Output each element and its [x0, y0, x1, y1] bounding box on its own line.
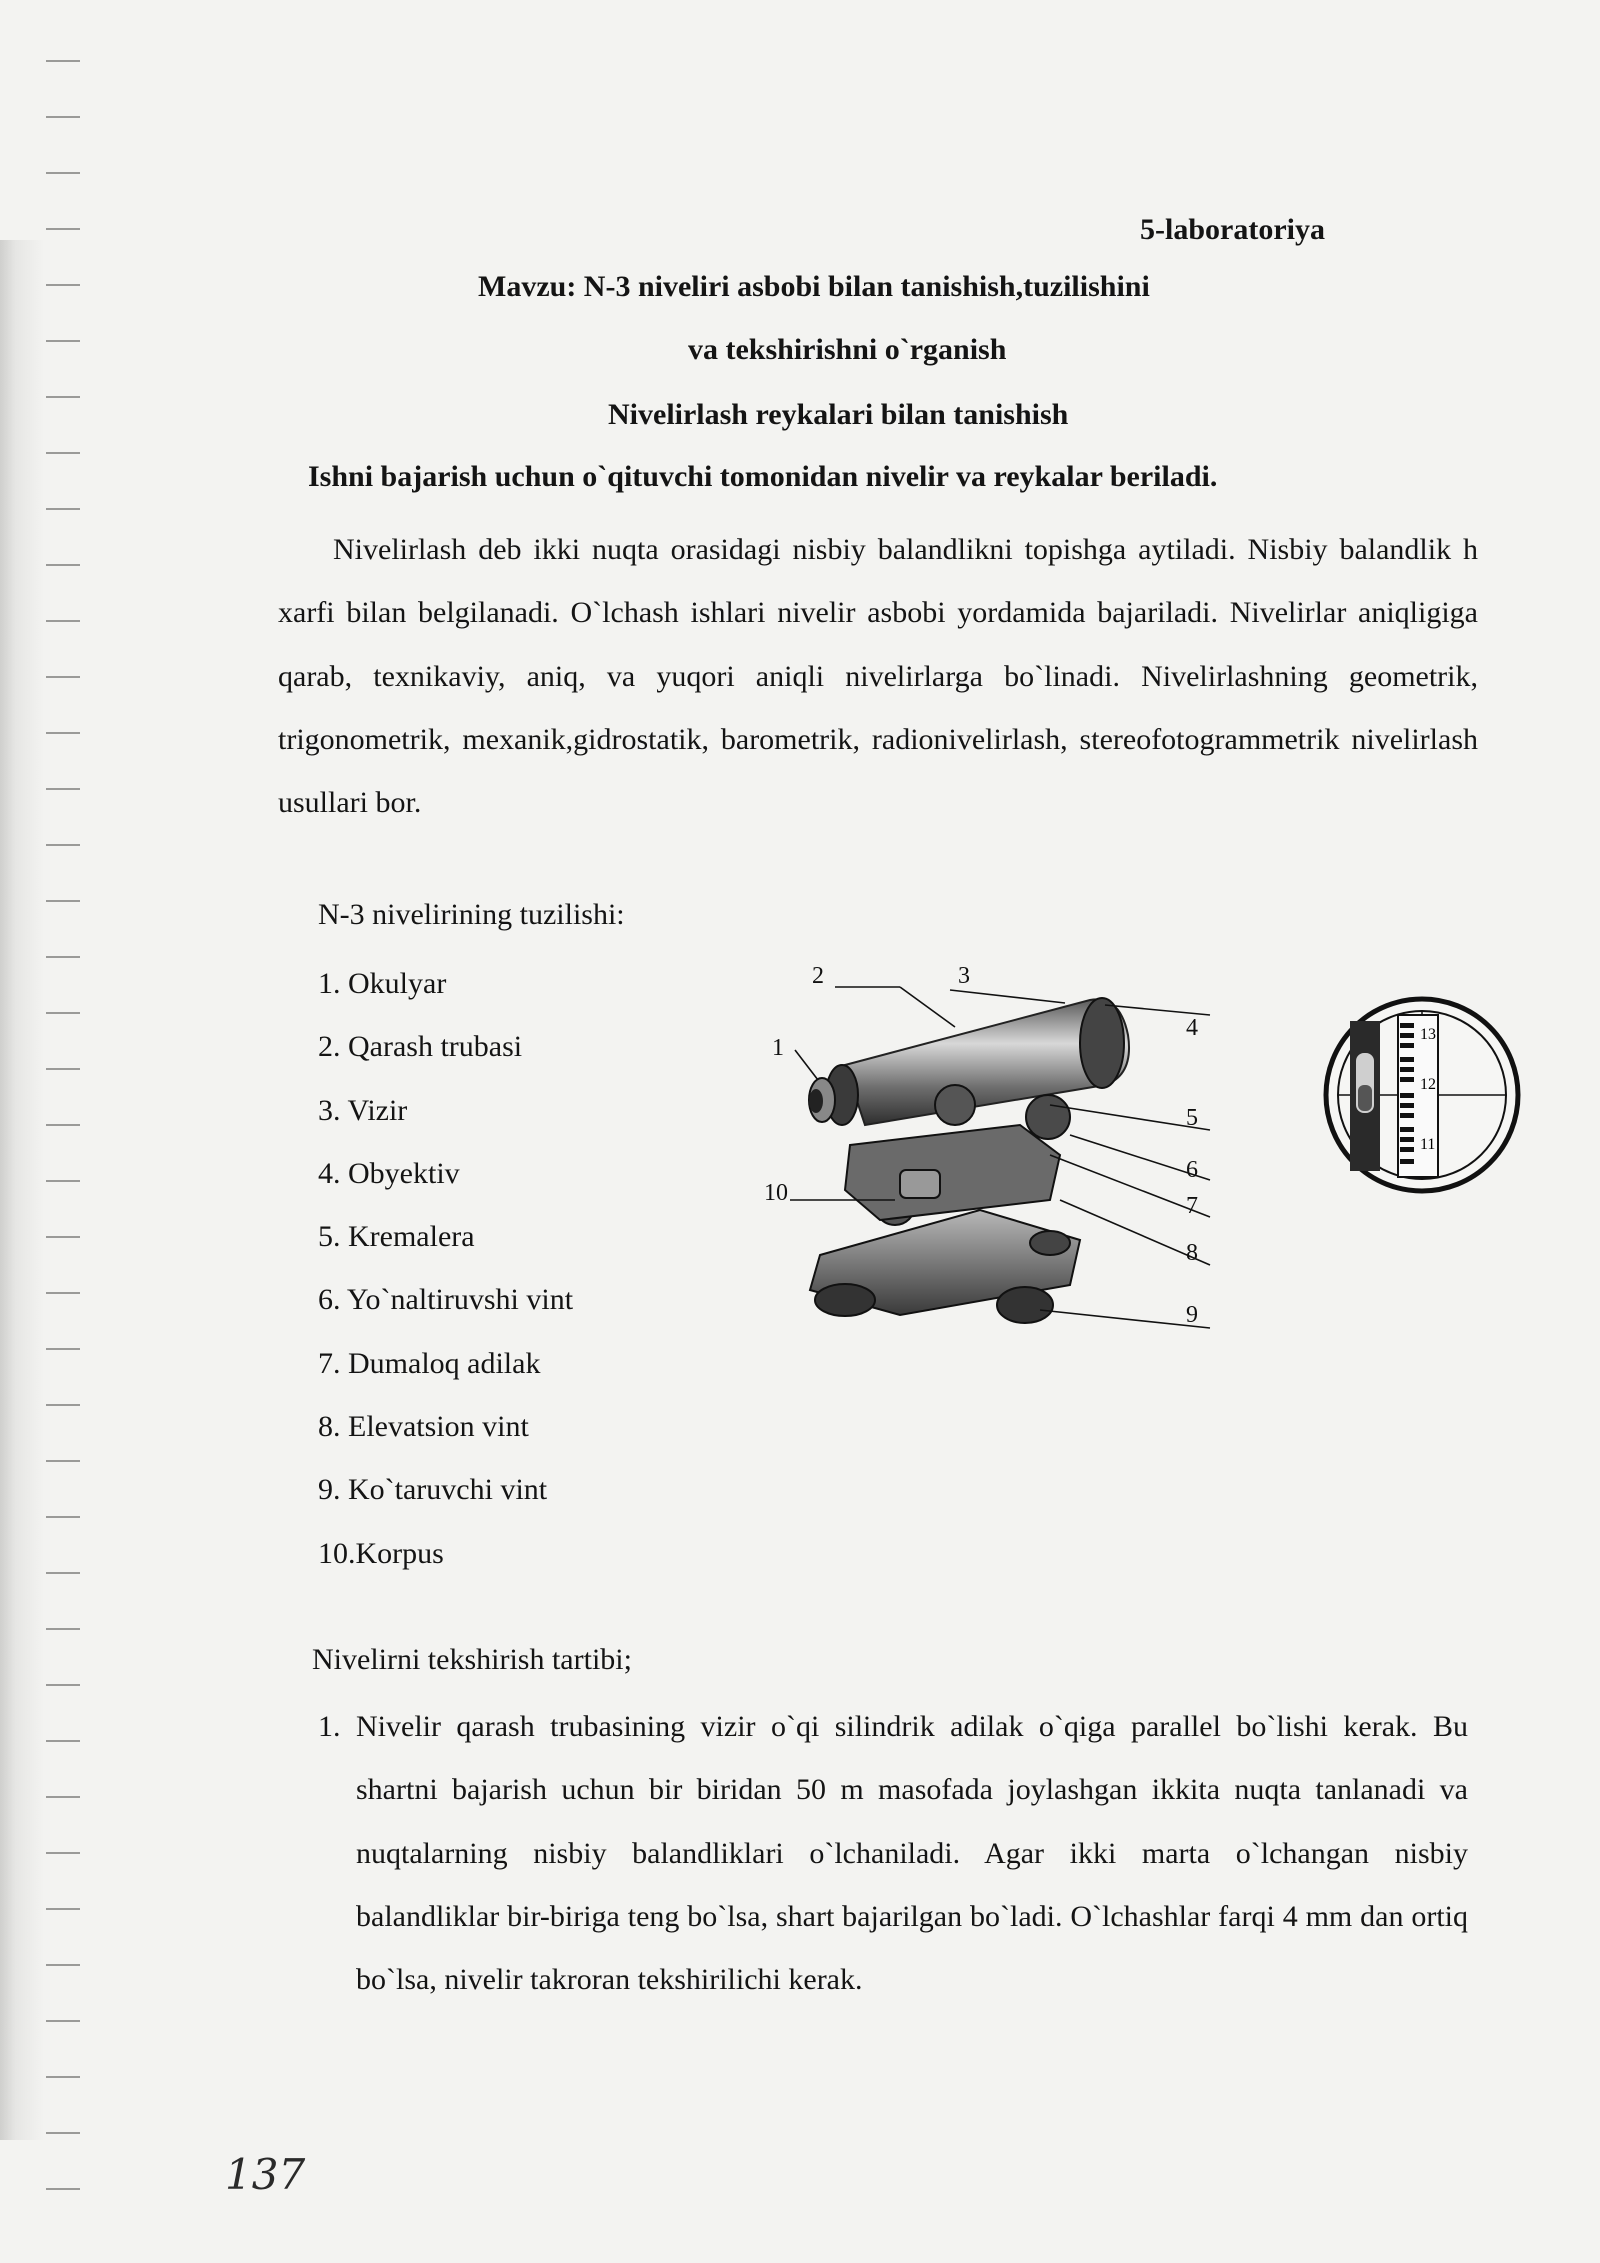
instruction-heading: Ishni bajarish uchun o`qituvchi tomonidan nivelir va reykalar beriladi.	[308, 460, 1218, 493]
check-item	[318, 1695, 1468, 2011]
margin-tick	[46, 284, 80, 286]
margin-tick	[46, 2076, 80, 2078]
parts-list	[318, 952, 573, 1585]
callout-9: 9	[1186, 1302, 1198, 1328]
list-item: 2. Qarash trubasi	[318, 1030, 523, 1064]
foot-screw-back	[1030, 1231, 1070, 1255]
margin-tick	[46, 1292, 80, 1294]
list-item: 10.Korpus	[318, 1536, 444, 1570]
margin-tick	[46, 228, 80, 230]
margin-tick	[46, 1180, 80, 1182]
callout-6: 6	[1186, 1157, 1198, 1183]
margin-tick	[46, 452, 80, 454]
callout-1: 1	[772, 1035, 784, 1061]
topic-heading-line2: va tekshirishni o`rganish	[688, 333, 1007, 366]
margin-tick	[46, 1908, 80, 1910]
margin-tick	[46, 1124, 80, 1126]
list-item: 4. Obyektiv	[318, 1156, 460, 1190]
callout-8: 8	[1186, 1240, 1198, 1266]
instrument-body	[845, 1125, 1060, 1220]
focus-knob	[935, 1085, 975, 1125]
callout-5: 5	[1186, 1105, 1198, 1131]
callout-4: 4	[1186, 1015, 1198, 1041]
margin-tick	[46, 60, 80, 62]
margin-tick	[46, 1572, 80, 1574]
lab-number: 5-laboratoriya	[1140, 213, 1325, 246]
subtopic-heading: Nivelirlash reykalari bilan tanishish	[608, 398, 1069, 431]
callout-7: 7	[1186, 1193, 1198, 1219]
callout-10: 10	[764, 1180, 788, 1206]
margin-tick	[46, 620, 80, 622]
callout-2: 2	[812, 963, 824, 989]
check-title: Nivelirni tekshirish tartibi;	[312, 1643, 632, 1676]
margin-tick	[46, 1796, 80, 1798]
margin-tick	[46, 1460, 80, 1462]
eyepiece	[809, 1065, 858, 1125]
margin-tick	[46, 2132, 80, 2134]
list-item: 1. Okulyar	[318, 967, 447, 1000]
tangent-screw-knob	[1026, 1095, 1070, 1139]
foot-screw-left	[815, 1284, 875, 1316]
margin-tick	[46, 1684, 80, 1686]
margin-tick	[46, 116, 80, 118]
margin-tick	[46, 172, 80, 174]
list-item: 8. Elevatsion vint	[318, 1410, 529, 1444]
margin-tick	[46, 508, 80, 510]
foot-screw-right	[997, 1287, 1053, 1323]
margin-tick	[46, 956, 80, 958]
margin-tick	[46, 1404, 80, 1406]
structure-title: N-3 nivelirining tuzilishi:	[318, 898, 625, 931]
margin-tick	[46, 1068, 80, 1070]
margin-tick	[46, 1236, 80, 1238]
list-item: 3. Vizir	[318, 1093, 408, 1127]
intro-paragraph: Nivelirlash deb ikki nuqta orasidagi nisbiy balandlikni topishga aytiladi. Nisbiy balandlik h xarfi bilan belgilanadi. O`lchash ishlari nivelir asbobi yordamida bajariladi. Nivelirlar aniqligiga qarab, texnikaviy, aniq, va yuqori aniqli nivelirlarga bo`linadi. Nivelirlashning geometrik, trigonometrik, mexanik,gidrostatik, barometrik, radionivelirlash, stereofotogrammetrik nivelirlash usullari bor.	[278, 533, 1478, 820]
margin-tick	[46, 732, 80, 734]
telescope-tube	[845, 998, 1129, 1125]
list-item: 9. Ko`taruvchi vint	[318, 1473, 548, 1507]
margin-tick	[46, 1516, 80, 1518]
margin-tick	[46, 2020, 80, 2022]
callout-3: 3	[958, 963, 970, 989]
list-item: 5. Kremalera	[318, 1220, 475, 1254]
circular-bubble	[900, 1170, 940, 1198]
margin-tick	[46, 564, 80, 566]
list-item: 7. Dumaloq adilak	[318, 1346, 541, 1380]
staff-view-figure	[1320, 993, 1525, 1198]
level-instrument-figure	[750, 955, 1220, 1350]
margin-tick	[46, 396, 80, 398]
margin-tick	[46, 844, 80, 846]
margin-tick	[46, 1740, 80, 1742]
margin-tick	[46, 2188, 80, 2190]
page-number: 137	[225, 2150, 306, 2199]
staff-label-11: 11	[1420, 1136, 1436, 1153]
margin-tick	[46, 788, 80, 790]
staff-label-12: 12	[1420, 1076, 1436, 1093]
margin-tick	[46, 1012, 80, 1014]
check-item-text: Nivelir qarash trubasining vizir o`qi silindrik adilak o`qiga parallel bo`lishi kerak. Bu shartni bajarish uchun bir biridan 50 m masofada joylashgan ikkita nuqta tanlanadi va nuqtalarning nisbiy balandliklari o`lchaniladi. Agar ikki marta o`lchangan nisbiy balandliklar bir-biriga teng bo`lsa, shart bajarilgan bo`ladi. O`lchashlar farqi 4 mm dan ortiq bo`lsa, nivelir takroran tekshirilichi kerak.	[356, 1710, 1468, 1997]
margin-tick	[46, 1628, 80, 1630]
check-item-number: 1.	[318, 1710, 341, 1743]
margin-tick	[46, 1348, 80, 1350]
margin-tick	[46, 1852, 80, 1854]
list-item: 6. Yo`naltiruvshi vint	[318, 1283, 574, 1317]
binding-shadow	[0, 240, 44, 2140]
margin-tick	[46, 900, 80, 902]
margin-tick	[46, 1964, 80, 1966]
topic-heading-line1: Mavzu: N-3 niveliri asbobi bilan tanishish,tuzilishini	[478, 270, 1150, 303]
staff-label-13: 13	[1420, 1026, 1436, 1043]
margin-tick	[46, 340, 80, 342]
margin-tick	[46, 676, 80, 678]
